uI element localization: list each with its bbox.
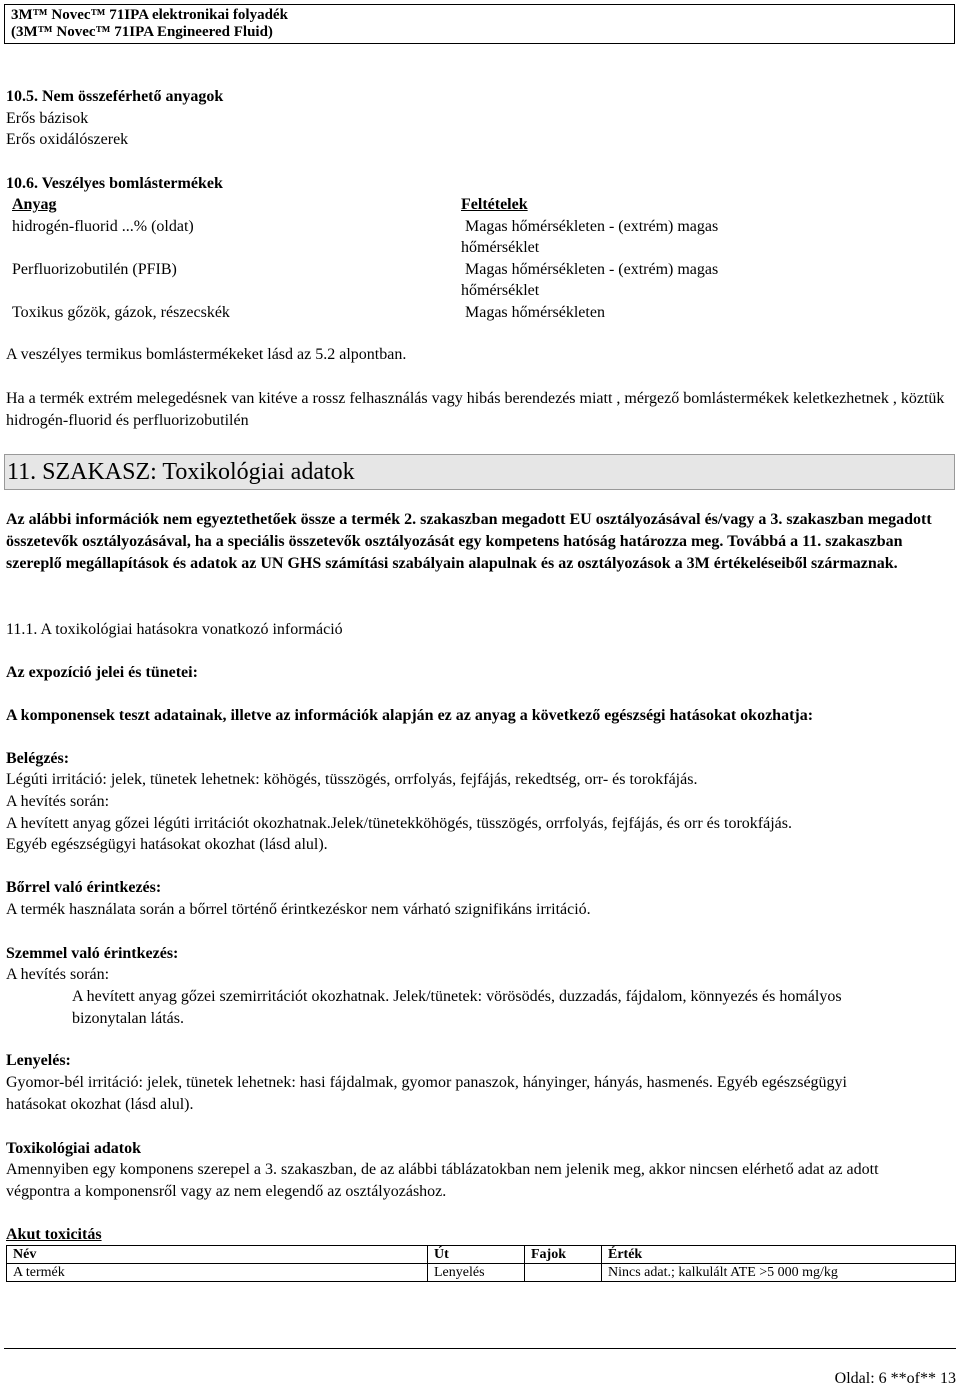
footer-divider [4,1348,956,1349]
table-cell-ertek: Nincs adat.; kalkulált ATE >5 000 mg/kg [602,1264,956,1282]
decomposition-condition: Magas hőmérsékleten - (extrém) magas [465,218,719,235]
section-10-6-heading: 10.6. Veszélyes bomlástermékek [6,175,223,192]
ingestion-text: Gyomor-bél irritáció: jelek, tünetek lehetnek: hasi fájdalmak, gyomor panaszok, hányinger, hányás, hasmenés. Egyéb egészségügyi hatásokat okozhat (lásd alul). [6,1074,847,1113]
skin-text: A termék használata során a bőrrel történő érintkezéskor nem várható szignifikáns irritáció. [6,901,591,918]
exposure-heading: Az expozíció jelei és tünetei: [6,664,198,681]
section-10-5-heading: 10.5. Nem összeférhető anyagok [6,88,224,105]
toxicological-data-text: Amennyiben egy komponens szerepel a 3. szakaszban, de az alábbi táblázatokban nem jelenik meg, akkor nincsen elérhető adat az adott végpontra a komponensről vagy az nem elegendő az osztályozáshoz. [6,1161,879,1200]
eye-heading: Szemmel való érintkezés: [6,945,179,962]
incompatible-item: Erős oxidálószerek [6,131,129,148]
product-name-english: (3M™ Novec™ 71IPA Engineered Fluid) [11,24,273,40]
table-row [7,1264,956,1282]
classification-notice: Az alábbi információk nem egyeztethetőek össze a termék 2. szakaszban megadott EU osztályozásával és/vagy a 3. szakaszban megadott összetevők osztályozásával, ha a speciális összetevők osztályozását egy kompetens hatóság határozza meg. Továbbá a 11. szakaszban szereplő megállapítások és adatok az UN GHS számítási szabályain alapulnak és az osztályozások a 3M értékeléseiből származnak. [6,511,932,572]
eye-heating-label: A hevítés során: [6,966,110,983]
column-header-nev: Név [7,1246,428,1264]
column-header-anyag: Anyag [12,196,57,213]
section-11-title: 11. SZAKASZ: Toxikológiai adatok [4,454,955,490]
skin-heading: Bőrrel való érintkezés: [6,879,162,896]
column-header-feltetelek: Feltételek [461,196,528,213]
acute-toxicity-table [6,1245,956,1282]
decomposition-substance: Perfluorizobutilén (PFIB) [12,261,177,278]
toxicological-data-heading: Toxikológiai adatok [6,1140,142,1157]
eye-text: A hevített anyag gőzei szemirritációt okozhatnak. Jelek/tünetek: vörösödés, duzzadás, fájdalom, könnyezés és homályos bizonytalan látás. [72,988,842,1027]
table-cell-nev: A termék [7,1264,428,1282]
decomposition-condition-cont: hőmérséklet [461,239,540,256]
inhalation-other: Egyéb egészségügyi hatásokat okozhat (lásd alul). [6,836,328,853]
ingestion-heading: Lenyelés: [6,1052,71,1069]
column-header-fajok: Fajok [525,1246,602,1264]
inhalation-text: Légúti irritáció: jelek, tünetek lehetnek: köhögés, tüsszögés, orrfolyás, fejfájás, rekedtség, orr- és torokfájás. [6,771,698,788]
health-effects-heading: A komponensek teszt adatainak, illetve az információk alapján ez az anyag a következő egészségi hatásokat okozhatja: [6,707,814,724]
document-header [4,4,955,44]
table-cell-fajok [525,1264,602,1282]
inhalation-heating-label: A hevítés során: [6,793,110,810]
decomposition-substance: hidrogén-fluorid ...% (oldat) [12,218,194,235]
inhalation-heating-text: A hevített anyag gőzei légúti irritációt okozhatnak.Jelek/tünetekköhögés, tüsszögés, orrfolyás, fejfájás, és orr és torokfájás. [6,815,792,832]
product-name: 3M™ Novec™ 71IPA elektronikai folyadék [11,7,288,23]
inhalation-heading: Belégzés: [6,750,70,767]
column-header-ut: Út [428,1246,525,1264]
decomposition-paragraph: Ha a termék extrém melegedésnek van kitéve a rossz felhasználás vagy hibás berendezés miatt , mérgező bomlástermékek keletkezhetnek , köztük hidrogén-fluorid és perfluorizobutilén [6,390,945,429]
incompatible-item: Erős bázisok [6,110,89,127]
page-number: Oldal: 6 **of** 13 [834,1370,956,1387]
column-header-ertek: Érték [602,1246,956,1264]
table-header-row [7,1246,956,1264]
decomposition-note: A veszélyes termikus bomlástermékeket lásd az 5.2 alpontban. [6,346,407,363]
table-cell-ut: Lenyelés [428,1264,525,1282]
acute-toxicity-heading: Akut toxicitás [6,1226,102,1243]
subsection-11-1-heading: 11.1. A toxikológiai hatásokra vonatkozó információ [6,621,343,638]
decomposition-condition-cont: hőmérséklet [461,282,540,299]
decomposition-condition: Magas hőmérsékleten [465,304,605,321]
decomposition-substance: Toxikus gőzök, gázok, részecskék [12,304,230,321]
decomposition-condition: Magas hőmérsékleten - (extrém) magas [465,261,719,278]
